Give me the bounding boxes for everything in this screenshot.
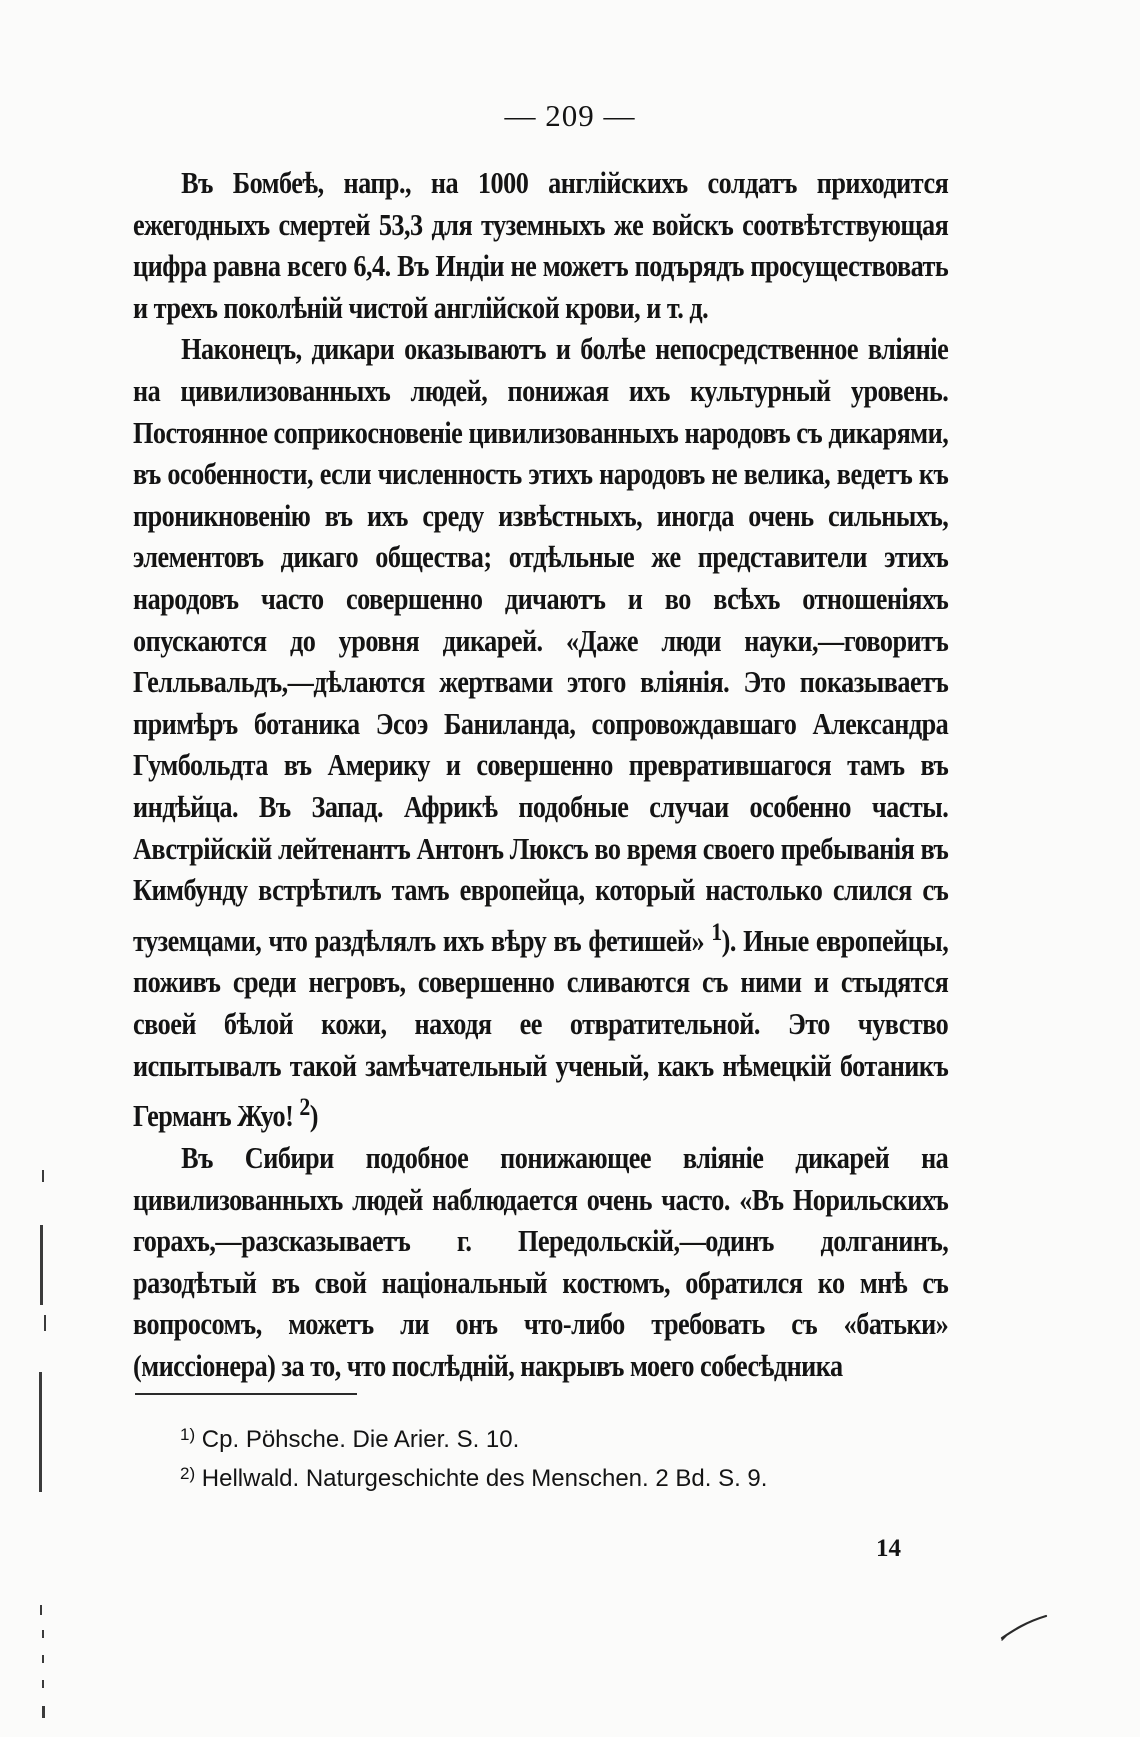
footnote-ref-1: 1 <box>711 917 722 946</box>
margin-scan-mark <box>39 1372 42 1492</box>
pen-flourish-mark <box>1000 1612 1050 1642</box>
footnote-1 <box>180 1418 767 1457</box>
page-number: — 209 — <box>504 98 636 133</box>
margin-scan-mark <box>40 1605 42 1615</box>
margin-scan-mark <box>42 1170 44 1182</box>
footnote-ref-2-close: ) <box>309 1099 319 1134</box>
footnote-2 <box>180 1457 767 1496</box>
margin-scan-mark <box>44 1315 46 1331</box>
paragraph-savages-tail: ). Иные европейцы, поживъ среди негровъ, совершенно сливаются съ ними и стыдятся своей бѣлой кожи, находя ее отвратительной. Это чувство испытывалъ такой замѣчательный ученый, какъ нѣмецкій ботаникъ Германъ Жуо! <box>133 923 949 1134</box>
body-text <box>133 163 948 1388</box>
paragraph-bombay: Въ Бомбеѣ, напр., на 1000 англійскихъ солдатъ приходится ежегодныхъ смертей 53,3 для туземныхъ же войскъ соотвѣтствующая цифра равна всего 6,4. Въ Индіи не можетъ подърядъ просуществовать и трехъ поколѣній чистой англійской крови, и т. д. <box>133 166 949 325</box>
footnote-ref-2: 2 <box>299 1093 310 1122</box>
paragraph-siberia: Въ Сибири подобное понижающее вліяніе дикарей на цивилизованныхъ людей наблюдается очень часто. «Въ Норильскихъ горахъ,—разсказываетъ г. Передольскій,—одинъ долганинъ, разодѣтый въ свой національный костюмъ, обратился ко мнѣ съ вопросомъ, можетъ ли онъ что-либо требовать съ «батьки» (миссіонера) за то, что послѣдній, накрывъ моего собесѣдника <box>133 1140 949 1383</box>
paragraph-savages <box>133 329 948 1138</box>
margin-scan-mark <box>42 1706 45 1718</box>
signature-mark: 14 <box>876 1535 901 1562</box>
footnote-2-text: Hellwald. Naturgeschichte des Menschen. 2 Bd. S. 9. <box>201 1465 768 1492</box>
footnote-1-text: Cp. Pöhsche. Die Arier. S. 10. <box>201 1426 520 1453</box>
footnote-2-mark: 2) <box>180 1464 196 1483</box>
margin-scan-mark <box>42 1655 44 1663</box>
footnote-1-mark: 1) <box>180 1425 196 1444</box>
margin-scan-mark <box>42 1630 44 1638</box>
margin-scan-mark <box>42 1680 44 1688</box>
footnote-divider <box>135 1393 357 1395</box>
paragraph-savages-text: Наконецъ, дикари оказываютъ и болѣе непосредственное вліяніе на цивилизованныхъ людей, понижая ихъ культурный уровень. Постоянное соприкосновеніе цивилизованныхъ народовъ съ дикарями, въ особенности, если численность этихъ народовъ не велика, ведетъ къ проникновенію въ ихъ среду извѣстныхъ, иногда очень сильныхъ, элементовъ дикаго общества; отдѣльные же представители этихъ народовъ часто совершенно дичаютъ и во всѣхъ отношеніяхъ опускаются до уровня дикарей. «Даже люди науки,—говоритъ Гелльвальдъ,—дѣлаются жертвами этого вліянія. Это показываетъ примѣръ ботаника Эсоэ Баниланда, сопровождавшаго Александра Гумбольдта въ Америку и совершенно превратившагося тамъ въ индѣйца. Въ Запад. Африкѣ подобные случаи особенно часты. Австрійскій лейтенантъ Антонъ Люксъ во время своего пребыванія въ Кимбунду встрѣтилъ тамъ европейца, который настолько слился съ туземцами, что раздѣлялъ ихъ вѣру въ фетишей» <box>133 332 949 958</box>
margin-scan-mark <box>40 1225 43 1305</box>
footnotes <box>180 1418 767 1496</box>
